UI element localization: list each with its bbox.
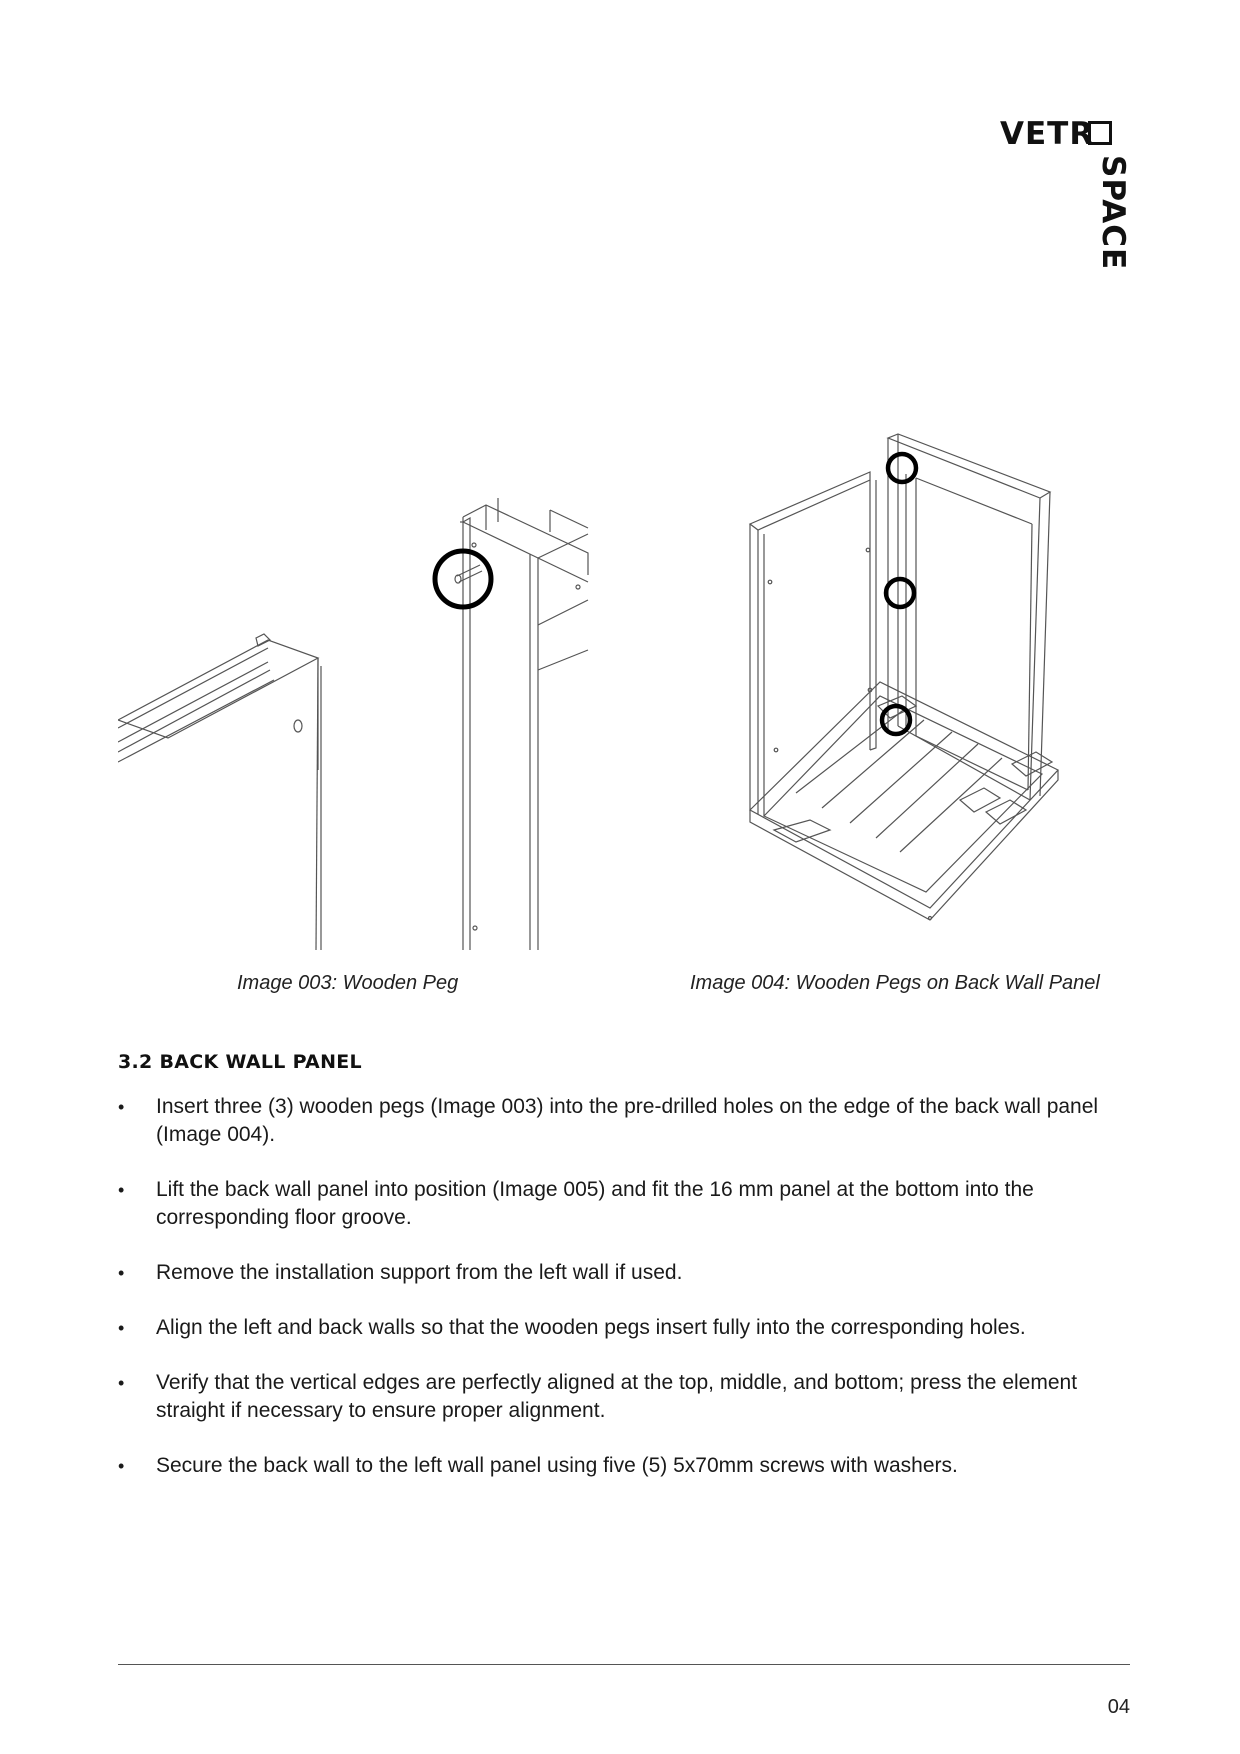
list-item-text: Align the left and back walls so that the wooden pegs insert fully into the corresponding holes. <box>156 1316 1026 1339</box>
vetrospace-logo <box>1000 116 1131 271</box>
bullet-icon: • <box>118 1456 125 1476</box>
list-item <box>118 1369 1138 1425</box>
list-item-text: Lift the back wall panel into position (Image 005) and fit the 16 mm panel at the bottom into the corresponding floor groove. <box>156 1178 1034 1229</box>
logo-square-icon <box>1088 121 1112 145</box>
bullet-icon: • <box>118 1263 125 1283</box>
list-item <box>118 1176 1138 1232</box>
list-item-text: Verify that the vertical edges are perfectly aligned at the top, middle, and bottom; press the element straight if necessary to ensure proper alignment. <box>156 1371 1078 1422</box>
footer-divider <box>118 1664 1130 1665</box>
logo-word-side: SPACE <box>1095 155 1131 271</box>
list-item <box>118 1314 1138 1342</box>
logo-word-top: VETR <box>1000 116 1095 152</box>
list-item <box>118 1093 1138 1149</box>
list-item-text: Remove the installation support from the left wall if used. <box>156 1261 683 1284</box>
back-wall-panel-drawing <box>740 430 1060 950</box>
page-number: 04 <box>1107 1696 1130 1718</box>
instruction-list <box>118 1093 1138 1507</box>
list-item <box>118 1452 1138 1480</box>
caption-image-003: Image 003: Wooden Peg <box>237 972 459 994</box>
bullet-icon: • <box>118 1373 125 1393</box>
bullet-icon: • <box>118 1318 125 1338</box>
list-item <box>118 1259 1138 1287</box>
bullet-icon: • <box>118 1097 125 1117</box>
wooden-peg-drawing <box>118 470 598 950</box>
section-title: 3.2 BACK WALL PANEL <box>118 1051 362 1073</box>
list-item-text: Insert three (3) wooden pegs (Image 003) into the pre-drilled holes on the edge of the back wall panel (Image 004). <box>156 1095 1099 1146</box>
list-item-text: Secure the back wall to the left wall panel using five (5) 5x70mm screws with washers. <box>156 1454 958 1477</box>
bullet-icon: • <box>118 1180 125 1200</box>
caption-image-004: Image 004: Wooden Pegs on Back Wall Panel <box>690 972 1100 994</box>
